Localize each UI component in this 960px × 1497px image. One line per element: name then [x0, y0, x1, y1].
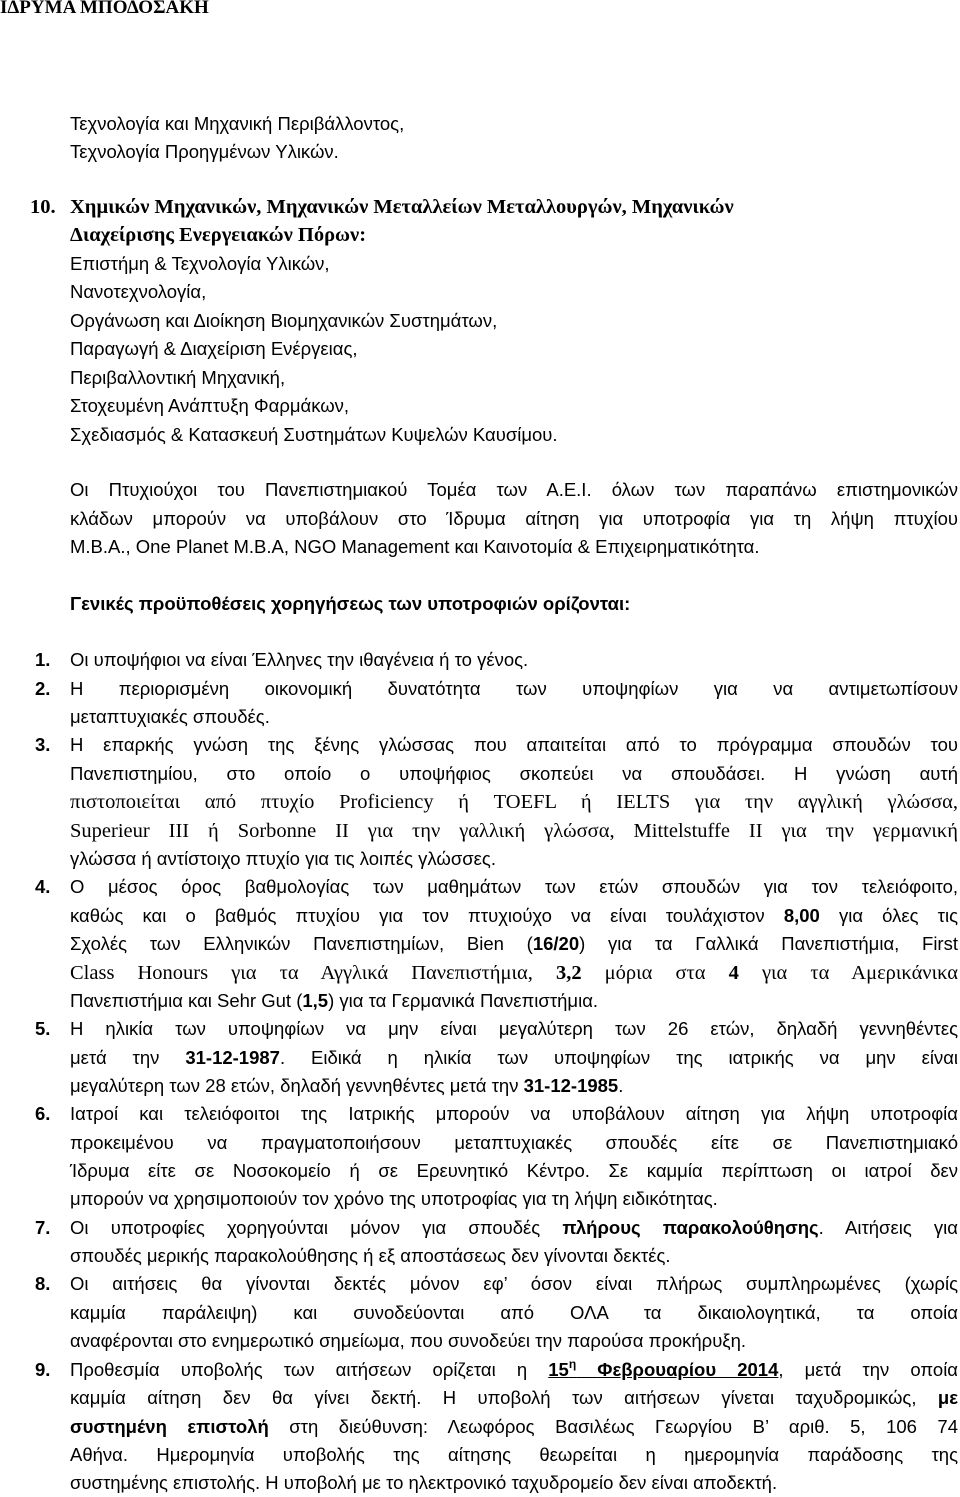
- item-number: 8.: [35, 1273, 51, 1294]
- condition-line: συστημένης επιστολής. Η υποβολή με το ηλεκτρονικό ταχυδρομείο δεν είναι αποδεκτή.: [70, 1472, 778, 1493]
- item-heading: Διαχείρισης Ενεργειακών Πόρων:: [70, 224, 367, 246]
- condition-line: Οι αιτήσεις θα γίνονται δεκτές μόνον εφ’ όσον είναι πλήρως συμπληρωμένες (χωρίς: [70, 1273, 958, 1294]
- condition-line: Superieur III ή Sorbonne II για την γαλλική γλώσσα, Mittelstuffe II για την γερμανική: [70, 820, 958, 842]
- condition-line: μετά την 31-12-1987. Ειδικά η ηλικία των υποψηφίων της ιατρικής να μην είναι: [70, 1047, 958, 1068]
- condition-line: συστημένη επιστολή στη διεύθυνση: Λεωφόρος Βασιλέως Γεωργίου Β’ αριθ. 5, 106 74: [70, 1416, 959, 1437]
- condition-line: Ίδρυμα είτε σε Νοσοκομείο ή σε Ερευνητικό Κέντρο. Σε καμμία περίπτωση οι ιατροί δεν: [70, 1160, 958, 1181]
- condition-line: Οι υποτροφίες χορηγούνται μόνον για σπουδές πλήρους παρακολούθησης. Αιτήσεις για: [70, 1217, 958, 1238]
- deadline-day: $15^\eta$ Φεβρουαρίου 2014: [548, 1357, 779, 1380]
- condition-line: Class Honours για τα Αγγλικά Πανεπιστήμια, 3,2 μόρια στα 4 για τα Αμερικάνικα: [70, 962, 958, 984]
- program-line: Επιστήμη & Τεχνολογία Υλικών,: [70, 253, 330, 274]
- condition-line: Η επαρκής γνώση της ξένης γλώσσας που απαιτείται από το πρόγραμμα σπουδών του: [70, 734, 958, 755]
- condition-line: Οι υποψήφιοι να είναι Έλληνες την ιθαγένεια ή το γένος.: [70, 649, 529, 670]
- condition-line: Η περιορισμένη οικονομική δυνατότητα των υποψηφίων για να αντιμετωπίσουν: [70, 678, 958, 699]
- condition-line: Ο μέσος όρος βαθμολογίας των μαθημάτων των ετών σπουδών για τον τελειόφοιτο,: [70, 876, 958, 897]
- program-line: Παραγωγή & Διαχείριση Ενέργειας,: [70, 338, 358, 359]
- condition-line: αναφέρονται στο ενημερωτικό σημείωμα, που συνοδεύει την παρούσα προκήρυξη.: [70, 1330, 747, 1351]
- condition-line: Πανεπιστήμια και Sehr Gut (1,5) για τα Γερμανικά Πανεπιστήμια.: [70, 990, 599, 1011]
- program-line: Σχεδιασμός & Κατασκευή Συστημάτων Κυψελών Καυσίμου.: [70, 424, 558, 445]
- paragraph-line: Οι Πτυχιούχοι του Πανεπιστημιακού Τομέα των Α.Ε.Ι. όλων των παραπάνω επιστημονικών: [70, 479, 958, 500]
- condition-line: Σχολές των Ελληνικών Πανεπιστημίων, Bien (16/20) για τα Γαλλικά Πανεπιστήμια, First: [70, 933, 958, 954]
- condition-line: πιστοποιείται από πτυχίο Proficiency ή TOEFL ή IELTS για την αγγλική γλώσσα,: [70, 791, 958, 813]
- item-number: 6.: [35, 1103, 51, 1124]
- paragraph-line: M.B.A., One Planet M.B.A, NGO Management και Καινοτομία & Επιχειρηματικότητα.: [70, 536, 760, 557]
- condition-line: καμμία αίτηση δεν θα γίνει δεκτή. Η υποβολή των αιτήσεων γίνεται ταχυδρομικώς, με: [70, 1387, 958, 1408]
- item-number: 4.: [35, 876, 51, 897]
- item-number: 5.: [35, 1018, 51, 1039]
- condition-line: Αθήνα. Ημερομηνία υποβολής της αίτησης θεωρείται η ημερομηνία παράδοσης της: [70, 1444, 958, 1465]
- condition-line: Προθεσμία υποβολής των αιτήσεων ορίζεται η $15^\eta$ Φεβρουαρίου 2014, μετά την οποία: [70, 1357, 959, 1380]
- item-number: 1.: [35, 649, 51, 670]
- condition-line: μπορούν να χρησιμοποιούν τον χρόνο της υποτροφίας για τη λήψη ειδικότητας.: [70, 1188, 718, 1209]
- condition-line: σπουδές μερικής παρακολούθησης ή εξ αποστάσεως δεν γίνονται δεκτές.: [70, 1245, 671, 1266]
- condition-line: προκειμένου να πραγματοποιήσουν μεταπτυχιακές σπουδές είτε σε Πανεπιστημιακό: [70, 1132, 958, 1153]
- program-line: Τεχνολογία και Μηχανική Περιβάλλοντος,: [70, 113, 405, 134]
- item-number: 7.: [35, 1217, 51, 1238]
- condition-line: καθώς και ο βαθμός πτυχίου για τον πτυχιούχο να είναι τουλάχιστον 8,00 για όλες τις: [70, 905, 958, 926]
- condition-line: μεγαλύτερη των 28 ετών, δηλαδή γεννηθέντες μετά την 31-12-1985.: [70, 1075, 624, 1096]
- program-line: Στοχευμένη Ανάπτυξη Φαρμάκων,: [70, 395, 350, 416]
- conditions-heading: Γενικές προϋποθέσεις χορηγήσεως των υποτροφιών ορίζονται:: [70, 593, 631, 614]
- item-number: 3.: [35, 734, 51, 755]
- paragraph-line: κλάδων μπορούν να υποβάλουν στο Ίδρυμα αίτηση για υποτροφία για τη λήψη πτυχίου: [70, 508, 958, 529]
- program-line: Νανοτεχνολογία,: [70, 281, 207, 302]
- condition-line: Ιατροί και τελειόφοιτοι της Ιατρικής μπορούν να υποβάλουν αίτηση για λήψη υποτροφία: [70, 1103, 958, 1124]
- condition-line: Η ηλικία των υποψηφίων να μην είναι μεγαλύτερη των 26 ετών, δηλαδή γεννηθέντες: [70, 1018, 958, 1039]
- condition-line: Πανεπιστημίου, στο οποίο ο υποψήφιος σκοπεύει να σπουδάσει. Η γνώση αυτή: [70, 763, 958, 784]
- condition-line: καμμία παράλειψη) και συνοδεύονται από ΟΛΑ τα δικαιολογητικά, τα οποία: [70, 1302, 958, 1323]
- item-number: 10.: [30, 196, 56, 218]
- foundation-title: ΙΔΡΥΜΑ ΜΠΟΔΟΣΑΚΗ: [0, 0, 209, 18]
- program-line: Περιβαλλοντική Μηχανική,: [70, 367, 286, 388]
- condition-line: μεταπτυχιακές σπουδές.: [70, 706, 270, 727]
- condition-line: γλώσσα ή αντίστοιχο πτυχίο για τις λοιπές γλώσσες.: [70, 848, 496, 869]
- program-line: Τεχνολογία Προηγμένων Υλικών.: [70, 141, 339, 162]
- item-number: 9.: [35, 1359, 51, 1380]
- program-line: Οργάνωση και Διοίκηση Βιομηχανικών Συστημάτων,: [70, 310, 498, 331]
- item-number: 2.: [35, 678, 51, 699]
- item-heading: Χημικών Μηχανικών, Μηχανικών Μεταλλείων Μεταλλουργών, Μηχανικών: [70, 196, 734, 218]
